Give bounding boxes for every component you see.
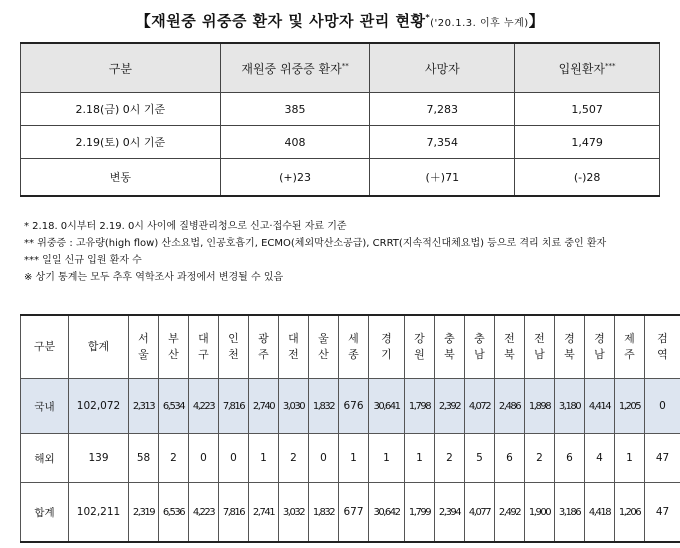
- region-cell: 5: [465, 434, 495, 483]
- region-cell: 7,816: [219, 483, 249, 543]
- summary-critical: 408: [220, 126, 370, 159]
- region-header-label: 부산: [168, 332, 179, 361]
- summary-admitted: 1,479: [515, 126, 660, 159]
- region-header-19: [645, 315, 680, 379]
- footnote: ** 위중증 : 고유량(high flow) 산소요법, 인공호흡기, ECMO(체외막산소공급), CRRT(지속적신대체요법) 등으로 격리 치료 중인 환자: [24, 238, 607, 249]
- title-close: 】: [528, 12, 545, 30]
- region-cell: 1,900: [525, 483, 555, 543]
- region-cell: 1,206: [615, 483, 645, 543]
- region-cell: 0: [189, 434, 219, 483]
- region-header-label: 검역: [657, 332, 668, 361]
- region-cell: 4,414: [585, 379, 615, 434]
- region-header-label: 전북: [504, 332, 515, 361]
- region-cell: 7,816: [219, 379, 249, 434]
- region-cell: 1,832: [309, 483, 339, 543]
- region-cell: 4,418: [585, 483, 615, 543]
- region-header-13: [465, 315, 495, 379]
- region-header-label: 제주: [624, 332, 635, 361]
- summary-header-deaths: 사망자: [370, 43, 515, 93]
- region-header-label: 서울: [138, 332, 149, 361]
- region-cell: 677: [339, 483, 369, 543]
- summary-deaths: 7,283: [370, 93, 515, 126]
- region-header-label: 구분: [33, 340, 56, 353]
- region-header-label: 세종: [348, 332, 359, 361]
- region-cell: 0: [219, 434, 249, 483]
- region-row-total: [21, 483, 680, 543]
- region-header-label: 경기: [381, 332, 392, 361]
- region-table: [20, 314, 680, 543]
- region-cell: 3,032: [279, 483, 309, 543]
- region-cell: 2,741: [249, 483, 279, 543]
- region-cell: 3,030: [279, 379, 309, 434]
- region-header-label: 경북: [564, 332, 575, 361]
- region-header-1: [69, 315, 129, 379]
- region-cell: 1: [405, 434, 435, 483]
- region-cell: 6: [495, 434, 525, 483]
- region-header-6: [249, 315, 279, 379]
- region-row-domestic: [21, 379, 680, 434]
- region-header-18: [615, 315, 645, 379]
- region-cell: 2: [159, 434, 189, 483]
- title-note: ('20.1.3. 이후 누계): [430, 18, 529, 29]
- region-cell: 4: [585, 434, 615, 483]
- region-header-10: [369, 315, 405, 379]
- region-header-14: [495, 315, 525, 379]
- region-header-label: 충남: [474, 332, 485, 361]
- region-cell: 58: [129, 434, 159, 483]
- region-header-label: 대구: [198, 332, 209, 361]
- summary-row-label: 2.19(토) 0시 기준: [21, 126, 221, 159]
- summary-admitted: 1,507: [515, 93, 660, 126]
- region-header-8: [309, 315, 339, 379]
- region-cell: 2: [435, 434, 465, 483]
- region-cell: 2,313: [129, 379, 159, 434]
- region-header-row: [21, 315, 680, 379]
- summary-row: [21, 159, 660, 197]
- region-cell: 47: [645, 483, 680, 543]
- region-row-overseas: [21, 434, 680, 483]
- summary-header-admitted: 입원환자***: [515, 43, 660, 93]
- summary-critical: 385: [220, 93, 370, 126]
- summary-admitted: (-)28: [515, 159, 660, 197]
- region-cell: 2,392: [435, 379, 465, 434]
- region-cell: 2,394: [435, 483, 465, 543]
- footnotes: [24, 218, 606, 286]
- region-cell: 1,799: [405, 483, 435, 543]
- region-header-label: 대전: [288, 332, 299, 361]
- region-cell: 1: [615, 434, 645, 483]
- region-cell: 0: [309, 434, 339, 483]
- region-header-label: 합계: [87, 340, 110, 353]
- page-title: [0, 10, 680, 31]
- region-row-label: 합계: [21, 483, 69, 543]
- summary-deaths: (＋)71: [370, 159, 515, 197]
- region-header-16: [555, 315, 585, 379]
- region-cell: 1: [369, 434, 405, 483]
- footnote: ※ 상기 통계는 모두 추후 역학조사 과정에서 변경될 수 있음: [24, 272, 284, 283]
- region-header-label: 광주: [258, 332, 269, 361]
- region-cell: 1,798: [405, 379, 435, 434]
- region-cell: 47: [645, 434, 680, 483]
- region-header-15: [525, 315, 555, 379]
- summary-deaths: 7,354: [370, 126, 515, 159]
- region-header-label: 강원: [414, 332, 425, 361]
- region-cell: 1: [249, 434, 279, 483]
- region-cell: 2,486: [495, 379, 525, 434]
- footnote: * 2.18. 0시부터 2.19. 0시 사이에 질병관리청으로 신고·접수된 자료 기준: [24, 221, 347, 232]
- summary-row: [21, 93, 660, 126]
- region-cell: 4,223: [189, 379, 219, 434]
- summary-row-label: 2.18(금) 0시 기준: [21, 93, 221, 126]
- title-mark: *: [425, 13, 431, 22]
- summary-header-critical: 재원중 위중증 환자**: [220, 43, 370, 93]
- region-header-label: 인천: [228, 332, 239, 361]
- region-header-2: [129, 315, 159, 379]
- region-cell: 1,832: [309, 379, 339, 434]
- region-cell: 30,642: [369, 483, 405, 543]
- summary-header-row: [21, 43, 660, 93]
- region-cell: 4,077: [465, 483, 495, 543]
- summary-critical: (+)23: [220, 159, 370, 197]
- region-cell: 3,180: [555, 379, 585, 434]
- region-cell: 2,319: [129, 483, 159, 543]
- region-row-label: 해외: [21, 434, 69, 483]
- region-cell: 4,072: [465, 379, 495, 434]
- footnote: *** 일일 신규 입원 환자 수: [24, 255, 142, 266]
- region-cell: 1: [339, 434, 369, 483]
- region-cell: 6,536: [159, 483, 189, 543]
- summary-header-category: 구분: [21, 43, 221, 93]
- region-header-0: [21, 315, 69, 379]
- region-cell: 0: [645, 379, 680, 434]
- region-header-7: [279, 315, 309, 379]
- region-header-label: 울산: [318, 332, 329, 361]
- summary-row: [21, 126, 660, 159]
- region-header-label: 경남: [594, 332, 605, 361]
- region-header-9: [339, 315, 369, 379]
- region-cell: 2,492: [495, 483, 525, 543]
- region-cell: 676: [339, 379, 369, 434]
- region-cell: 2: [525, 434, 555, 483]
- region-header-17: [585, 315, 615, 379]
- region-header-3: [159, 315, 189, 379]
- region-cell: 1,898: [525, 379, 555, 434]
- region-cell: 6: [555, 434, 585, 483]
- summary-table: [20, 42, 660, 197]
- region-cell: 2: [279, 434, 309, 483]
- region-header-12: [435, 315, 465, 379]
- region-header-11: [405, 315, 435, 379]
- region-cell: 6,534: [159, 379, 189, 434]
- title-main: 【재원중 위중증 환자 및 사망자 관리 현황: [135, 12, 426, 30]
- region-cell: 1,205: [615, 379, 645, 434]
- region-cell: 3,186: [555, 483, 585, 543]
- region-header-label: 전남: [534, 332, 545, 361]
- summary-row-label: 변동: [21, 159, 221, 197]
- region-body: [21, 379, 680, 543]
- region-cell: 2,740: [249, 379, 279, 434]
- region-cell: 30,641: [369, 379, 405, 434]
- region-row-total: 102,211: [69, 483, 129, 543]
- region-row-total: 102,072: [69, 379, 129, 434]
- region-header-label: 충북: [444, 332, 455, 361]
- region-cell: 4,223: [189, 483, 219, 543]
- region-row-total: 139: [69, 434, 129, 483]
- region-header-4: [189, 315, 219, 379]
- region-header-5: [219, 315, 249, 379]
- region-row-label: 국내: [21, 379, 69, 434]
